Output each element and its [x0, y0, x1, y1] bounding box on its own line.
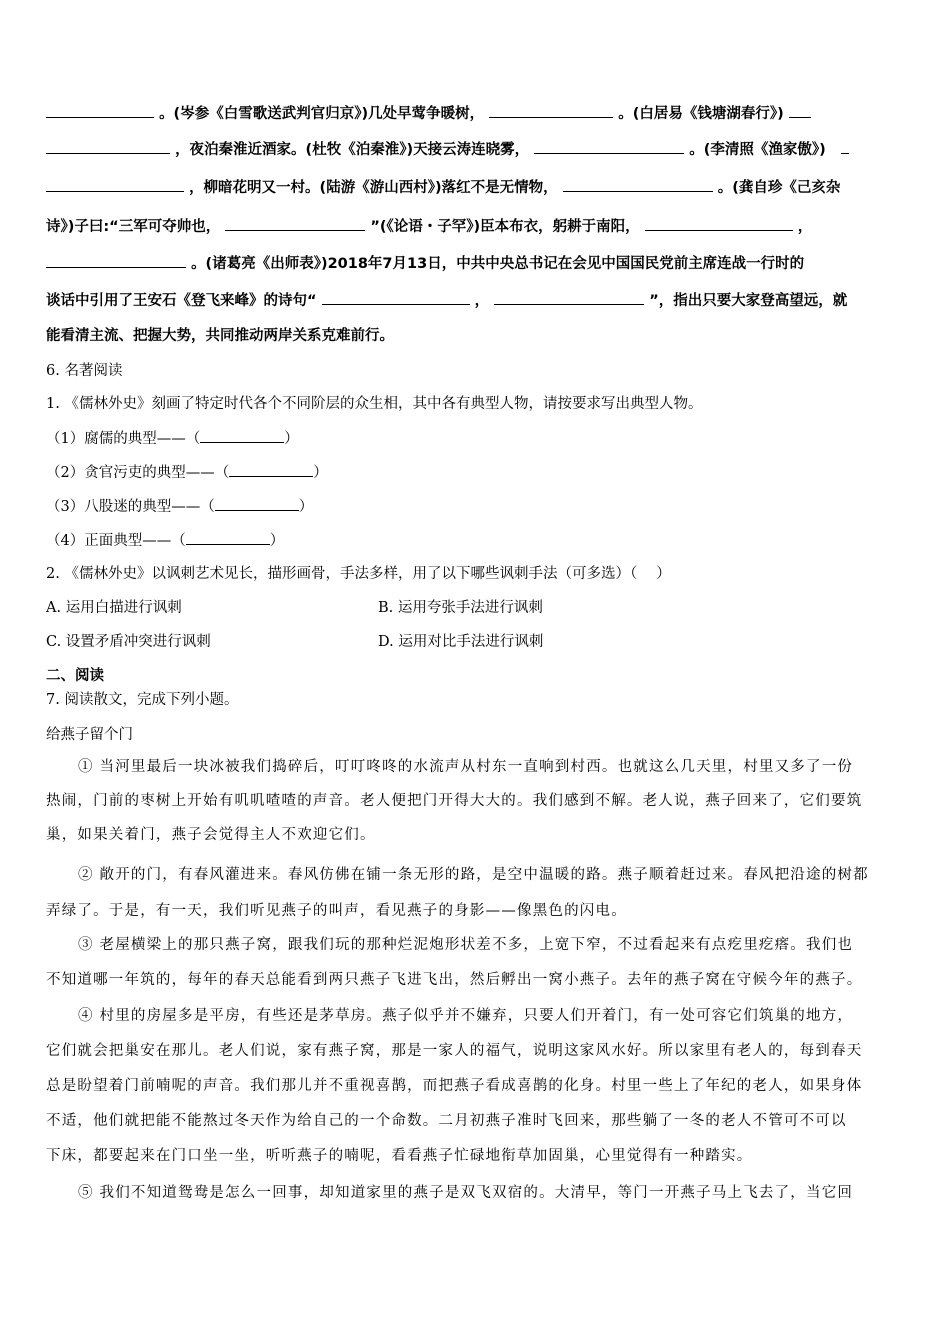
section-heading: 二、阅读 [46, 668, 104, 684]
poetry-text: ”(《论语・子罕》)臣本布衣，躬耕于南阳， [370, 219, 640, 235]
poetry-text: ，夜泊秦淮近酒家。(杜牧《泊秦淮》)天接云涛连晓雾， [175, 142, 530, 158]
answer-blank[interactable] [46, 253, 186, 268]
poetry-text: 诗》)子曰:“三军可夺帅也， [46, 219, 221, 235]
poetry-text: ”，指出只要大家登高望远，就 [649, 293, 848, 309]
answer-blank[interactable] [841, 139, 849, 154]
essay-title: 给燕子留个门 [46, 727, 133, 743]
poetry-line-3 [46, 177, 840, 198]
answer-blank[interactable] [534, 139, 684, 154]
poetry-line-2 [46, 139, 849, 160]
poetry-text: 。(岑参《白雪歌送武判官归京》)几处早莺争暖树， [159, 106, 485, 122]
poetry-text: 。(白居易《钱塘湖春行》) [618, 106, 784, 122]
answer-blank[interactable] [200, 428, 284, 443]
answer-blank[interactable] [186, 530, 270, 545]
poetry-text: 。(龚自珍《己亥杂 [717, 180, 841, 196]
essay-line: ① 当河里最后一块冰被我们捣碎后，叮叮咚咚的水流声从村东一直响到村西。也就这么几天里，村里又多了一份 [78, 759, 854, 775]
answer-blank[interactable] [563, 177, 713, 192]
essay-line: 不知道哪一年筑的，每年的春天总能看到两只燕子飞进飞出，然后孵出一窝小燕子。去年的燕子窝在守候今年的燕子。 [46, 972, 863, 988]
poetry-text: 。(李清照《渔家傲》) [689, 142, 826, 158]
answer-blank[interactable] [645, 216, 793, 231]
poetry-line-7: 能看清主流、把握大势，共同推动两岸关系克难前行。 [46, 328, 394, 344]
poetry-text: 谈话中引用了王安石《登飞来峰》的诗句“ [46, 293, 317, 309]
answer-blank[interactable] [46, 139, 170, 154]
question-6-1-item-3: （3）八股迷的典型——（ ） [46, 496, 313, 517]
answer-blank[interactable] [46, 177, 184, 192]
question-6-1-item-1: （1）腐儒的典型——（ ） [46, 428, 299, 449]
poetry-text: ，柳暗花明又一村。(陆游《游山西村》)落红不是无情物， [189, 180, 558, 196]
option-a[interactable]: A. 运用白描进行讽刺 [46, 600, 182, 616]
answer-blank[interactable] [489, 103, 613, 118]
question-6-1-stem: 1. 《儒林外史》刻画了特定时代各个不同阶层的众生相，其中各有典型人物，请按要求写出典型人物。 [46, 396, 703, 412]
answer-blank[interactable] [494, 290, 644, 305]
poetry-text: ， [474, 293, 490, 309]
option-b[interactable]: B. 运用夸张手法进行讽刺 [378, 600, 543, 616]
answer-blank[interactable] [789, 103, 811, 118]
poetry-line-6 [46, 290, 847, 311]
question-6-1-item-4: （4）正面典型——（ ） [46, 530, 284, 551]
essay-line: 不适，他们就把能不能熬过冬天作为给自己的一个命数。二月初燕子准时飞回来，那些躺了一冬的老人不管可不可以 [46, 1113, 847, 1129]
question-6-1-item-2: （2）贪官污吏的典型——（ ） [46, 462, 328, 483]
essay-line: 它们就会把巢安在那儿。老人们说，家有燕子窝，那是一家人的福气，说明这家风水好。所以家里有老人的，每到春天 [46, 1043, 863, 1059]
poetry-line-5 [46, 253, 804, 274]
answer-blank[interactable] [46, 103, 154, 118]
essay-line: 巢，如果关着门，燕子会觉得主人不欢迎它们。 [46, 827, 376, 843]
essay-line: ③ 老屋横梁上的那只燕子窝，跟我们玩的那种烂泥炮形状差不多，上宽下窄，不过看起来有点疙里疙瘩。我们也 [78, 937, 854, 953]
answer-blank[interactable] [229, 462, 313, 477]
poetry-line-1 [46, 103, 811, 124]
poetry-text: ， [797, 219, 813, 235]
essay-line: 总是盼望着门前喃呢的声音。我们那儿并不重视喜鹊，而把燕子看成喜鹊的化身。村里一些上了年纪的老人，如果身体 [46, 1078, 863, 1094]
essay-line: 弄绿了。于是，有一天，我们听见燕子的叫声，看见燕子的身影——像黑色的闪电。 [46, 903, 627, 919]
poetry-line-4 [46, 216, 812, 237]
answer-blank[interactable] [322, 290, 470, 305]
essay-line: ⑤ 我们不知道鸳鸯是怎么一回事，却知道家里的燕子是双飞双宿的。大清早，等门一开燕子马上飞去了，当它回 [78, 1185, 854, 1201]
essay-line: 下床，都要起来在门口坐一坐，听听燕子的喃呢，看看燕子忙碌地衔草加固巢，心里觉得有一种踏实。 [46, 1148, 753, 1164]
question-6-title: 6. 名著阅读 [46, 363, 123, 379]
option-d[interactable]: D. 运用对比手法进行讽刺 [378, 634, 544, 650]
question-7-stem: 7. 阅读散文，完成下列小题。 [46, 692, 239, 708]
question-6-2-stem: 2. 《儒林外史》以讽刺艺术见长，描形画骨，手法多样，用了以下哪些讽刺手法（可多选）（ ） [46, 566, 671, 582]
essay-line: 热闹，门前的枣树上开始有叽叽喳喳的声音。老人便把门开得大大的。我们感到不解。老人说，燕子回来了，它们要筑 [46, 793, 863, 809]
poetry-text: 。(诸葛亮《出师表》)2018年7月13日，中共中央总书记在会见中国国民党前主席连战一行时的 [191, 256, 805, 272]
option-c[interactable]: C. 设置矛盾冲突进行讽刺 [46, 634, 211, 650]
answer-blank[interactable] [215, 496, 299, 511]
essay-line: ② 敞开的门，有春风灌进来。春风仿佛在铺一条无形的路，是空中温暖的路。燕子顺着赶过来。春风把沿途的树都 [78, 867, 869, 883]
essay-line: ④ 村里的房屋多是平房，有些还是茅草房。燕子似乎并不嫌弃，只要人们开着门，有一处可容它们筑巢的地方， [78, 1008, 854, 1024]
answer-blank[interactable] [225, 216, 365, 231]
